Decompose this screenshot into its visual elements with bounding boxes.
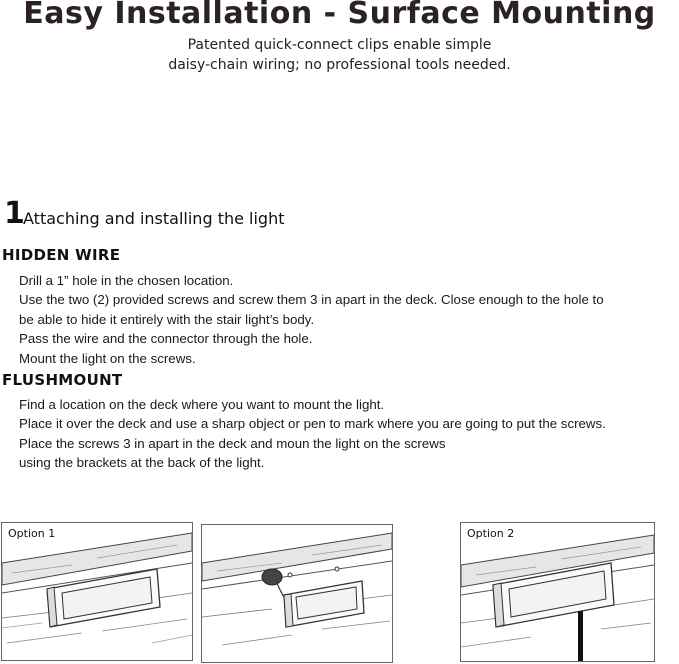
instruction-line: Pass the wire and the connector through the hole. <box>19 331 313 347</box>
connector-illustration <box>201 524 393 663</box>
instruction-line: Place it over the deck and use a sharp object or pen to mark where you are going to put the screws. <box>19 416 606 432</box>
instruction-line: Use the two (2) provided screws and screw them 3 in apart in the deck. Close enough to the hole to <box>19 292 604 308</box>
subtitle-line: Patented quick-connect clips enable simple <box>187 37 492 53</box>
flushmount-instructions <box>19 395 606 473</box>
subtitle-line: daisy-chain wiring; no professional tools needed. <box>168 57 511 73</box>
instruction-line: be able to hide it entirely with the stair light’s body. <box>19 311 315 327</box>
step-title: Attaching and installing the light <box>23 209 285 228</box>
section-heading-hidden-wire: HIDDEN WIRE <box>2 246 121 264</box>
hidden-wire-instructions <box>19 271 604 368</box>
section-heading-flushmount: FLUSHMOUNT <box>2 371 123 389</box>
deck-light-hidden-wire-drawing <box>461 523 654 661</box>
deck-light-drawing <box>2 523 192 660</box>
step-number: 1 <box>4 196 25 231</box>
option-2-illustration <box>460 522 655 662</box>
instruction-line: using the brackets at the back of the light. <box>19 455 265 471</box>
option-1-illustration <box>1 522 193 661</box>
instruction-line: Place the screws 3 in apart in the deck and moun the light on the screws <box>19 435 446 451</box>
page-title: Easy Installation - Surface Mounting <box>23 0 656 31</box>
subtitle <box>0 35 679 75</box>
option-2-label: Option 2 <box>467 527 515 540</box>
instruction-line: Mount the light on the screws. <box>19 350 196 366</box>
connector-drawing <box>202 525 392 662</box>
instruction-line: Drill a 1” hole in the chosen location. <box>19 273 234 288</box>
instruction-line: Find a location on the deck where you want to mount the light. <box>19 397 385 412</box>
option-1-label: Option 1 <box>8 527 56 540</box>
